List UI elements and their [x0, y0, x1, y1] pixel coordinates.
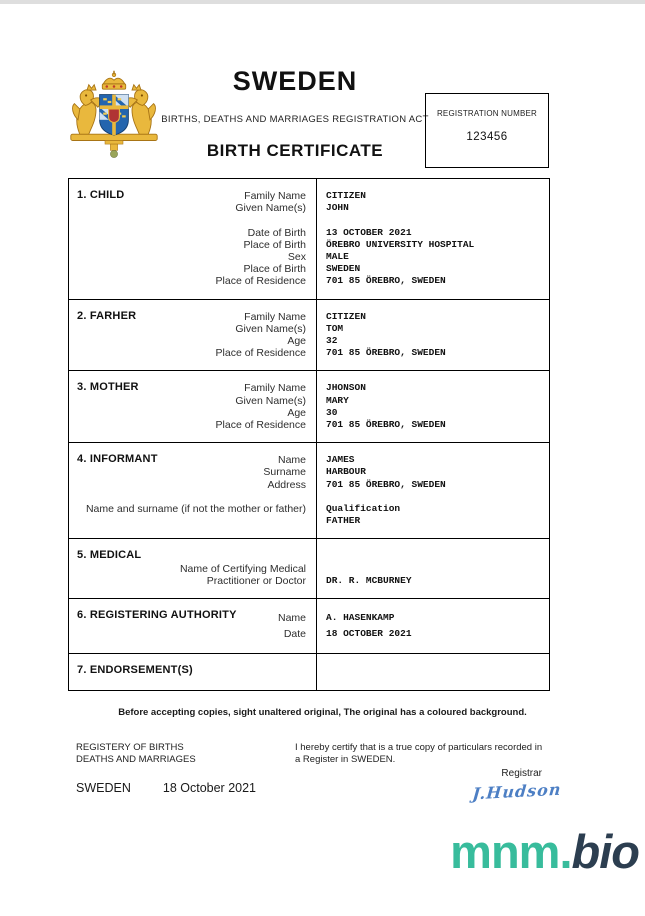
field-value: SWEDEN [326, 263, 361, 275]
field-value: FATHER [326, 515, 361, 527]
field-label: Date of Birth [247, 226, 306, 239]
field-value: 30 [326, 406, 338, 418]
registry-line1: REGISTERY OF BIRTHS [76, 742, 184, 753]
field-value: JOHN [326, 202, 349, 214]
section-left-cell [69, 300, 316, 371]
section-title: 6. REGISTERING AUTHORITY [77, 609, 237, 622]
section-left-cell [69, 539, 316, 598]
registry-block [76, 742, 196, 766]
act-line: BIRTHS, DEATHS AND MARRIAGES REGISTRATION ACT [161, 114, 429, 125]
field-label: Place of Residence [215, 275, 306, 288]
field-label: Given Name(s) [235, 322, 306, 335]
section-values [316, 654, 549, 690]
certificate-section [69, 443, 549, 539]
field-label: Place of Residence [215, 419, 306, 432]
section-values [316, 179, 549, 299]
field-label: Place of Residence [215, 347, 306, 360]
section-left-cell [69, 443, 316, 538]
brand-logo [450, 826, 639, 878]
section-labels [77, 190, 306, 288]
field-value: 701 85 ÖREBRO, SWEDEN [326, 419, 446, 431]
field-label: Family Name [244, 310, 306, 323]
registration-number-value: 123456 [466, 131, 508, 143]
certify-statement: I hereby certify that is a true copy of particulars recorded in a Register in SWEDEN. [295, 742, 543, 765]
field-value: ÖREBRO UNIVERSITY HOSPITAL [326, 238, 475, 250]
field-value: 701 85 ÖREBRO, SWEDEN [326, 347, 446, 359]
field-label: Name [277, 612, 306, 625]
field-value: A. HASENKAMP [326, 612, 395, 624]
field-value: 701 85 ÖREBRO, SWEDEN [326, 478, 446, 490]
section-title: 2. FARHER [77, 309, 137, 322]
field-value: 13 OCTOBER 2021 [326, 226, 412, 238]
field-label [77, 515, 306, 527]
section-values [316, 371, 549, 442]
field-value: MARY [326, 394, 349, 406]
field-value [326, 491, 545, 503]
section-values [316, 599, 549, 653]
field-label: Age [287, 335, 306, 348]
field-label: Name of Certifying Medical [179, 562, 306, 575]
field-value: JHONSON [326, 382, 366, 394]
copy-notice: Before accepting copies, sight unaltered original, The original has a coloured background. [118, 707, 527, 718]
section-left-cell [69, 371, 316, 442]
section-title: 5. MEDICAL [77, 549, 142, 562]
field-value: 32 [326, 335, 338, 347]
section-title: 1. CHILD [77, 189, 125, 201]
certificate-section [69, 654, 549, 690]
registration-number-box [425, 93, 549, 168]
section-values [316, 539, 549, 598]
issue-line [76, 781, 256, 795]
field-value: MALE [326, 251, 349, 263]
certificate-table [68, 178, 550, 691]
field-label: Date [283, 628, 306, 641]
field-value [326, 563, 545, 575]
field-label [77, 214, 306, 226]
registrar-label: Registrar [501, 768, 542, 779]
field-label: Sex [287, 251, 306, 264]
certificate-section [69, 371, 549, 443]
field-label: Name and surname (if not the mother or father) [85, 503, 306, 516]
certificate-section [69, 300, 549, 372]
issue-date: 18 October 2021 [162, 781, 256, 795]
field-label: Age [287, 406, 306, 419]
certificate-section [69, 539, 549, 599]
section-title: 7. ENDORSEMENT(S) [77, 664, 193, 677]
section-title: 3. MOTHER [77, 381, 139, 394]
field-value: Qualification [326, 503, 401, 515]
field-value: 701 85 ÖREBRO, SWEDEN [326, 275, 446, 287]
brand-suffix: bio [571, 825, 639, 878]
document-title: BIRTH CERTIFICATE [206, 141, 384, 160]
field-value: 18 OCTOBER 2021 [326, 628, 412, 640]
top-strip [0, 0, 645, 4]
field-label: Given Name(s) [235, 394, 306, 407]
section-left-cell [69, 179, 316, 299]
field-label: Family Name [244, 190, 306, 202]
issue-country: SWEDEN [76, 781, 131, 795]
field-label: Surname [263, 466, 306, 479]
field-value: JAMES [326, 454, 355, 466]
field-value: CITIZEN [326, 190, 366, 201]
field-value [326, 550, 545, 562]
field-label: Place of Birth [243, 238, 306, 251]
field-label: Family Name [244, 382, 306, 395]
registrar-signature: J.Hudson [471, 779, 563, 804]
field-value: TOM [326, 322, 344, 334]
certificate-section [69, 179, 549, 300]
section-values [316, 300, 549, 371]
field-label [77, 491, 306, 503]
field-label: Practitioner or Doctor [206, 574, 306, 587]
certificate-section [69, 599, 549, 654]
field-value: CITIZEN [326, 310, 366, 322]
field-label: Place of Birth [243, 263, 306, 276]
section-left-cell [69, 599, 316, 653]
section-values [316, 443, 549, 538]
brand-prefix: mnm. [450, 825, 572, 878]
section-left-cell [69, 654, 316, 690]
field-value: HARBOUR [326, 466, 366, 478]
section-title: 4. INFORMANT [77, 453, 158, 466]
field-label: Address [267, 478, 306, 491]
field-label: Given Name(s) [235, 202, 306, 215]
field-value [326, 214, 545, 226]
country-title: SWEDEN [232, 66, 358, 96]
field-label: Name [277, 454, 306, 467]
registry-line2: DEATHS AND MARRIAGES [76, 754, 196, 765]
field-value: DR. R. MCBURNEY [326, 574, 412, 586]
registration-number-label: REGISTRATION NUMBER [436, 109, 538, 118]
